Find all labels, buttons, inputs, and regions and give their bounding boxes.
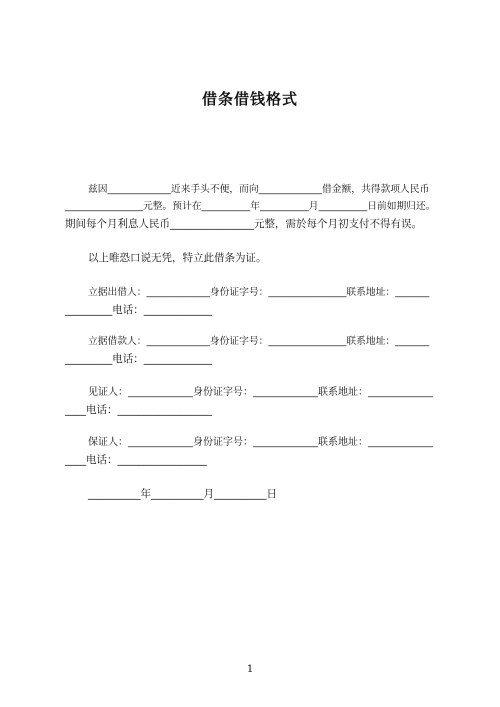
lender-line-2: _________电话：_____________ <box>65 304 212 316</box>
body-line-3: 期间每个月利息人民币________________元整，需於每个月初支付不得有误。 <box>65 218 422 230</box>
body-line-2: ________________元整。预计在__________年__________月__________日前如期归还。 <box>65 201 436 212</box>
guarantor-line-1: 保证人：_____________身份证字号：_____________联系地址：_____________ <box>88 437 433 448</box>
lender-line-1: 立据出借人：_____________身份证字号：________________联系地址：_______ <box>88 287 430 298</box>
body-line-1: 兹因_____________近来手头不便，而向_____________借金额，共得款项人民币 <box>88 184 430 195</box>
borrower-line-1: 立据借款人：_____________身份证字号：________________联系地址：_______ <box>88 336 430 347</box>
witness-line-1: 见证人：_____________身份证字号：_____________联系地址：_____________ <box>88 387 433 398</box>
borrower-line-2: _________电话：_____________ <box>65 353 212 365</box>
date-line: __________年__________月__________日 <box>88 488 277 500</box>
statement-line: 以上唯恐口说无凭，特立此借条为证。 <box>88 252 267 264</box>
document-title: 借条借钱格式 <box>201 90 298 108</box>
page-number: 1 <box>246 664 254 675</box>
guarantor-line-2: ____电话：_________________ <box>65 454 207 466</box>
witness-line-2: ____电话：__________________ <box>65 404 212 416</box>
